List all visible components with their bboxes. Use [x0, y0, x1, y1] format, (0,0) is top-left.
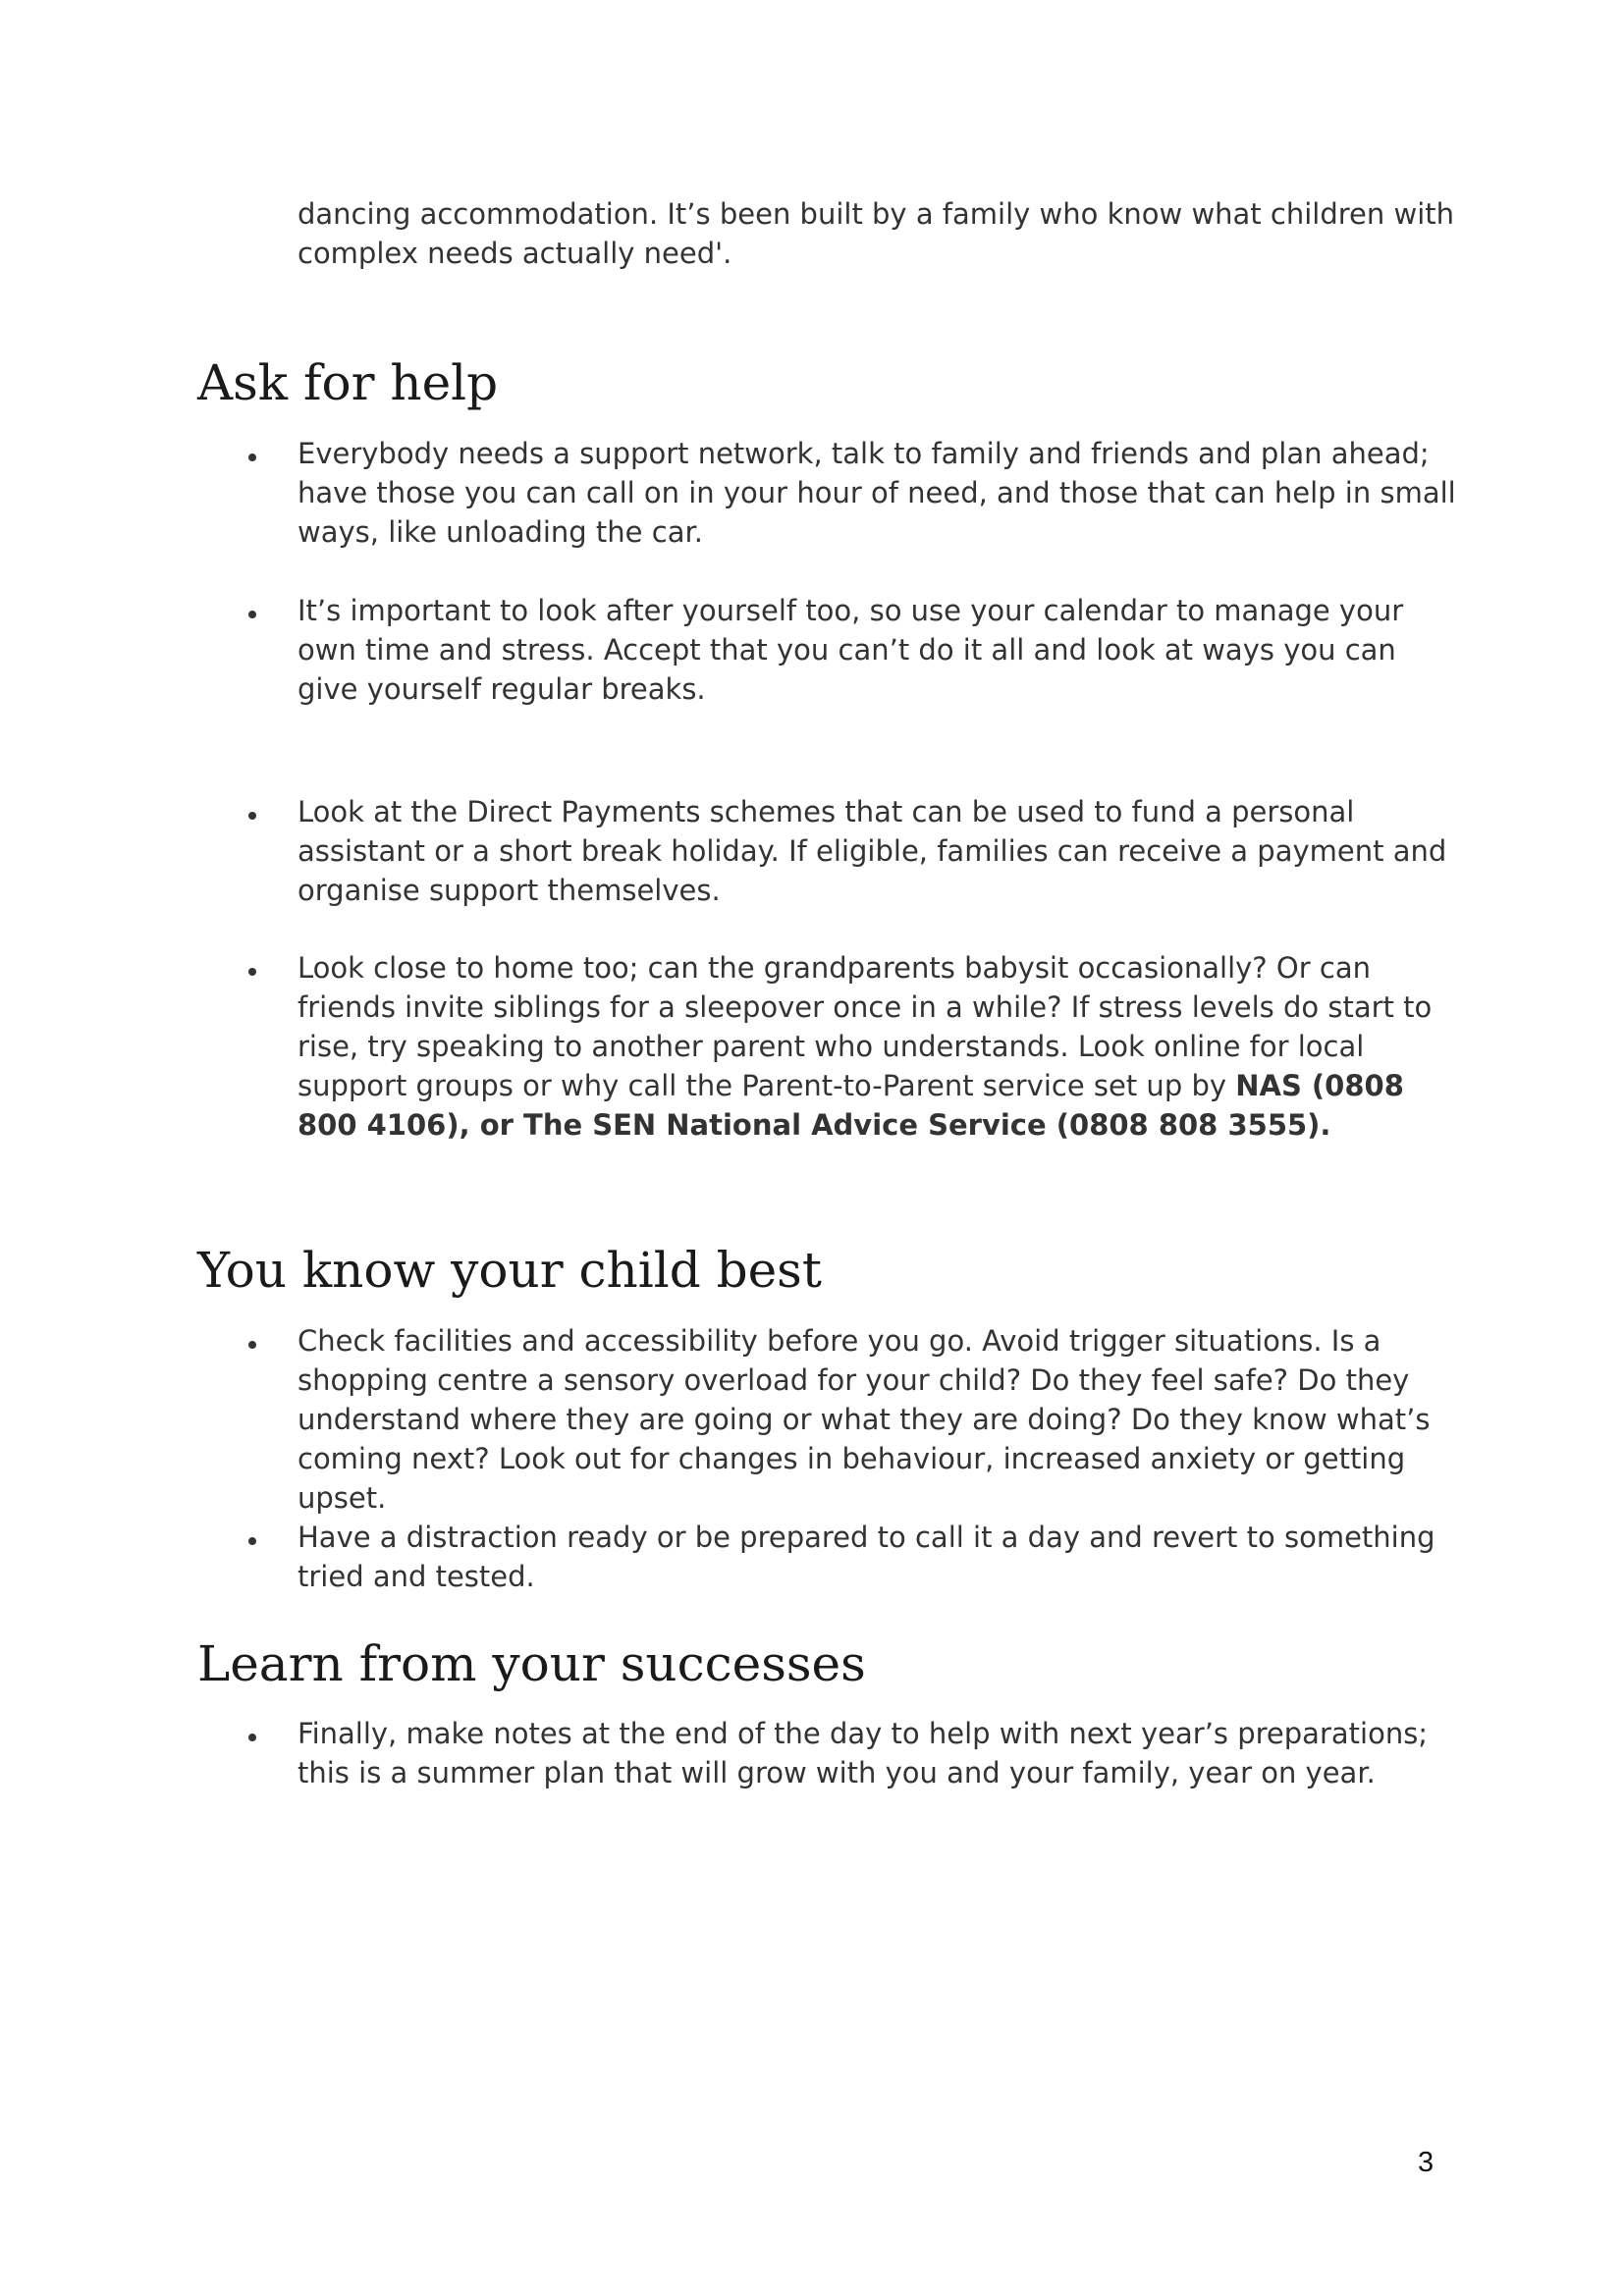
bullet-icon [248, 611, 256, 618]
continuation-paragraph: dancing accommodation. It’s been built by a family who know what children with complex needs actually need'. [298, 197, 1454, 270]
heading-you-know-your-child-best: You know your child best [197, 1242, 822, 1299]
bullet-icon [248, 968, 256, 976]
page-number: 3 [1418, 2147, 1435, 2178]
bullet-icon [248, 1734, 256, 1741]
list-item-text: Everybody needs a support network, talk to family and friends and plan ahead; have those you can call on in your hour of need, and those that can help in small ways, like unloading the car. [298, 437, 1456, 549]
list-item [248, 1321, 1466, 1518]
list-item [248, 434, 1466, 552]
heading-learn-from-your-successes: Learn from your successes [197, 1635, 866, 1692]
bullet-icon [248, 1341, 256, 1349]
list-item-text: Look at the Direct Payments schemes that can be used to fund a personal assistant or a short break holiday. If eligible, families can receive a payment and organise support themselves. [298, 795, 1447, 907]
contact-numbers: NAS (0808 800 4106), or The SEN National Advice Service (0808 808 3555). [298, 1069, 1404, 1142]
list-item-text: Have a distraction ready or be prepared to call it a day and revert to something tried and tested. [298, 1521, 1435, 1593]
bullet-icon [248, 1537, 256, 1545]
list-item-text [298, 948, 1456, 1145]
bullet-icon [248, 812, 256, 820]
list-item [248, 1518, 1466, 1596]
list-item-text-regular: Look close to home too; can the grandparents babysit occasionally? Or can friends invite siblings for a sleepover once in a while? If stress levels do start to rise, try speaking to another parent who understands. Look online for local support groups or why call the Parent-to-Parent service set up by [298, 951, 1433, 1102]
heading-ask-for-help: Ask for help [197, 354, 499, 411]
list-item [248, 591, 1466, 709]
bullet-icon [248, 454, 256, 461]
list-item [248, 948, 1466, 1145]
list-item-text: It’s important to look after yourself too, so use your calendar to manage your own time and stress. Accept that you can’t do it all and look at ways you can give yourself regular breaks. [298, 594, 1404, 706]
list-item-text: Check facilities and accessibility before you go. Avoid trigger situations. Is a shopping centre a sensory overload for your child? Do they feel safe? Do they understand where they are going or what they are doing? Do they know what’s coming next? Look out for changes in behaviour, increased anxiety or getting upset. [298, 1324, 1431, 1515]
list-item [248, 792, 1466, 910]
list-item [248, 1714, 1466, 1792]
list-item-text: Finally, make notes at the end of the day to help with next year’s preparations; this is a summer plan that will grow with you and your family, year on year. [298, 1717, 1429, 1789]
